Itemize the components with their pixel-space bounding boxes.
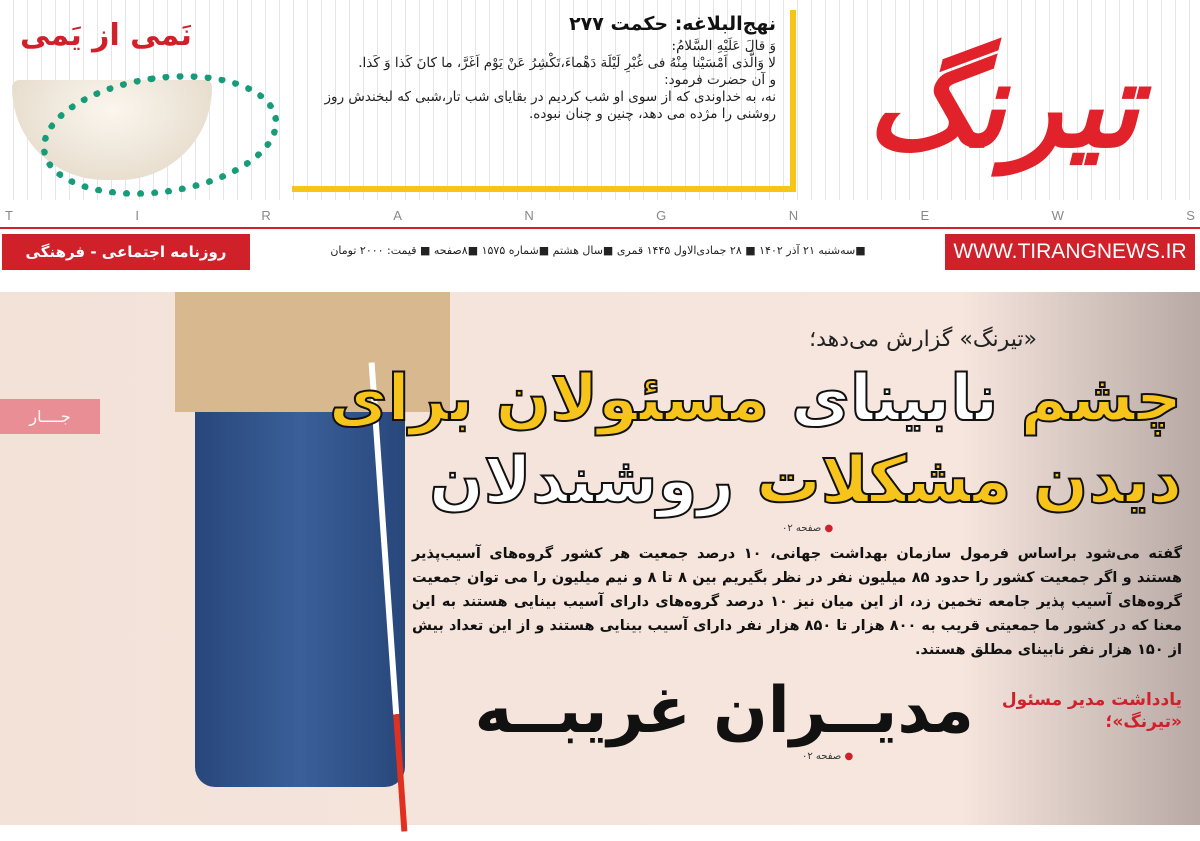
paper-type: روزنامه اجتماعی - فرهنگی xyxy=(2,234,250,270)
letter: I xyxy=(135,208,139,223)
quote-line: و آن حضرت فرمود: xyxy=(664,72,776,88)
letter: E xyxy=(920,208,930,223)
editorial-kicker-line: «تیرنگ»؛ xyxy=(1105,712,1182,732)
letter: W xyxy=(1051,208,1064,223)
masthead-letters xyxy=(0,208,1200,223)
page-reference-2[interactable]: ● صفحه ۰۲ xyxy=(802,750,853,764)
story-body: گفته می‌شود براساس فرمول سازمان بهداشت جهانی، ۱۰ درصد جمعیت هر کشور گروه‌های آسیب‌پذیر هستند و اگر جمعیت کشور را حدود ۸۵ میلیون نفر در نظر بگیریم بین ۸ تا ۸ و نیم میلیون را می توان جمعیت گروه‌های آسیب پذیر جامعه تخمین زد، از این میان نیز ۱۰ درصد گروه‌های دارای آسیب بینایی هستند به این معنا که در کشور ما جمعیتی قریب به ۸۰۰ هزار تا ۸۵۰ هزار نفر دارای آسیب بینایی هستند و از این تعداد بیش از ۱۵۰ هزار نفر نابینای مطلق هستند. xyxy=(412,546,1183,658)
letter: N xyxy=(788,208,799,223)
headline-word: مسئولان برای xyxy=(328,362,769,436)
headline-line xyxy=(329,358,1182,440)
section-tag: جــــار xyxy=(0,399,100,434)
letter: R xyxy=(261,208,271,223)
page-reference[interactable]: ● صفحه ۰۲ xyxy=(782,522,833,536)
headline-word: چشم xyxy=(1020,362,1182,436)
quote-box xyxy=(292,10,796,192)
quote-title: نهج‌البلاغه: حکمت ۲۷۷ xyxy=(569,13,776,35)
story-column xyxy=(122,292,1182,825)
quote-line: لا وَالَّذى اَمْسَيْنا مِنْهُ فى غُبْرِ لَيْلَة دَهْماءَ،تَكْشِرُ عَنْ يَوْم اَغَرَّ، ما كانَ كَذا وَ كَذا. xyxy=(358,55,776,71)
letter: N xyxy=(524,208,534,223)
letter: G xyxy=(656,208,667,223)
letter: S xyxy=(1186,208,1195,223)
divider xyxy=(0,227,1200,229)
editorial-kicker-line: یادداشت مدیر مسئول xyxy=(1001,690,1182,710)
main-story xyxy=(0,292,1200,825)
letter: T xyxy=(5,208,13,223)
headline-word: دیدن مشکلات xyxy=(756,444,1182,518)
kicker: «تیرنگ» گزارش می‌دهد؛ xyxy=(809,327,1037,352)
website-link[interactable]: WWW.TIRANGNEWS.IR xyxy=(945,234,1195,270)
letter: A xyxy=(393,208,402,223)
editorial-row xyxy=(475,672,1182,750)
newspaper-logo[interactable]: تیرنگ xyxy=(866,36,1139,174)
headline-word: نابینای xyxy=(791,362,999,436)
headline[interactable] xyxy=(329,358,1182,522)
headline-line xyxy=(329,440,1182,522)
column-title: نَمی از یَمی xyxy=(20,18,192,53)
headline-word: روشندلان xyxy=(429,444,735,518)
issue-info: ■سه‌شنبه ۲۱ آذر ۱۴۰۲ ■ ۲۸ جمادی‌الاول ۱۴۴۵ قمری ■سال هشتم ■شماره ۱۵۷۵ ■۸صفحه ■ قیمت: ۲۰۰۰ تومان xyxy=(330,244,866,257)
header xyxy=(0,0,1200,200)
quote-line: نه، به خداوندی که از سوی او شب کردیم در بقایای شب تار،شبی که لبخندش روز روشنی را مژده می دهد، چنین و چنان نبوده. xyxy=(324,89,776,122)
editorial-kicker xyxy=(1002,689,1182,733)
editorial-title[interactable]: مدیــران غریبــه xyxy=(474,674,974,748)
quote-line: وَ قالَ عَلَيْهِ السَّلامُ: xyxy=(671,38,776,54)
